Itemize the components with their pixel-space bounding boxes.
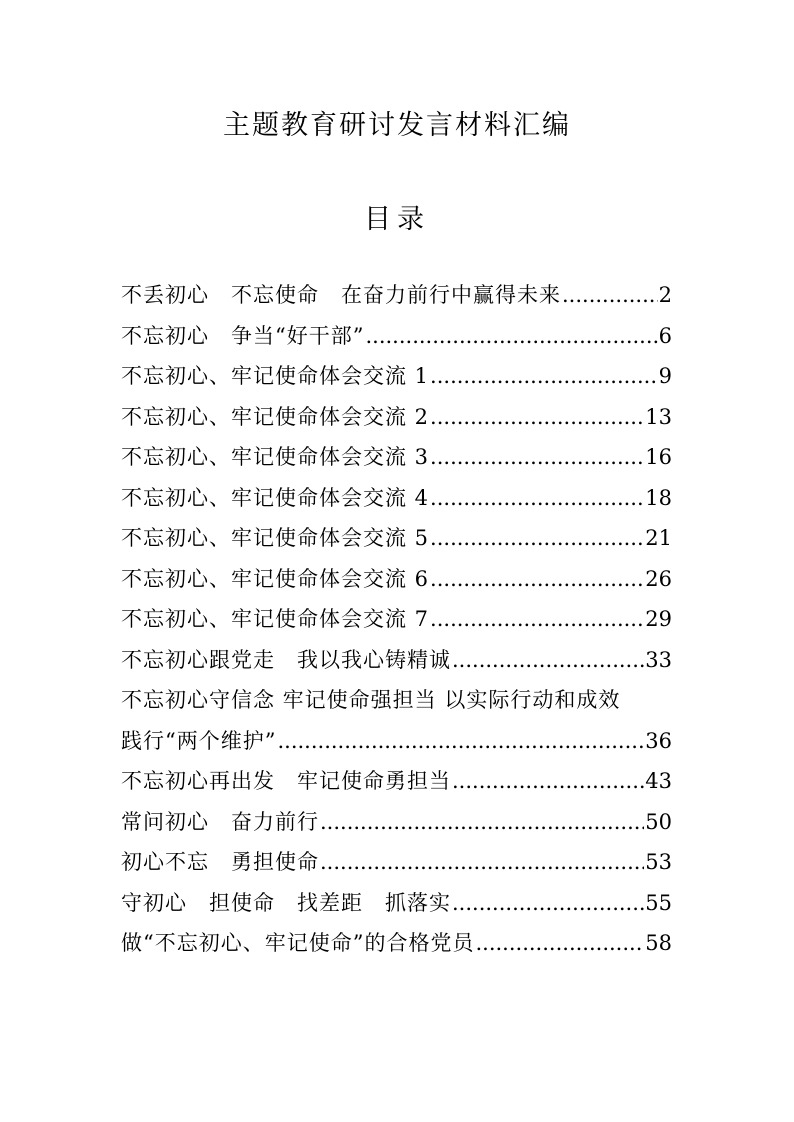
toc-entry-title: 做“不忘初心、牢记使命”的合格党员 xyxy=(121,931,475,955)
toc-entry-second-line xyxy=(121,721,672,762)
toc-leader-dots xyxy=(452,640,644,681)
toc-entry-page: 36 xyxy=(645,728,672,753)
toc-entry-page: 18 xyxy=(645,485,672,510)
toc-entry[interactable] xyxy=(121,842,672,883)
toc-entry-multiline[interactable] xyxy=(121,680,672,761)
toc-entry[interactable] xyxy=(121,316,672,357)
toc-entry-title: 不忘初心、牢记使命体会交流 5 xyxy=(121,526,430,550)
toc-leader-dots xyxy=(277,721,644,762)
toc-leader-dots xyxy=(320,842,644,883)
toc-entry-title: 不忘初心 争当“好干部” xyxy=(121,323,365,348)
toc-entry-page: 43 xyxy=(645,769,672,793)
toc-entry-page: 6 xyxy=(658,323,672,348)
toc-entry-page: 29 xyxy=(645,607,672,631)
document-title: 主题教育研讨发言材料汇编 xyxy=(223,110,571,141)
toc-entry-title: 不忘初心、牢记使命体会交流 1 xyxy=(121,364,430,388)
toc-entry-title: 不丢初心 不忘使命 在奋力前行中赢得未来 xyxy=(121,283,561,307)
toc-leader-dots xyxy=(475,923,644,964)
toc-leader-dots xyxy=(430,599,644,640)
toc-entry[interactable] xyxy=(121,559,672,600)
toc-entry-title: 不忘初心、牢记使命体会交流 7 xyxy=(121,607,430,631)
toc-entry-page: 16 xyxy=(645,445,672,469)
toc-entry[interactable] xyxy=(121,923,672,964)
toc-entry-title: 不忘初心、牢记使命体会交流 6 xyxy=(121,566,430,591)
toc-entry[interactable] xyxy=(121,802,672,843)
toc-entry[interactable] xyxy=(121,437,672,478)
toc-entry-page: 55 xyxy=(645,890,672,915)
toc-leader-dots xyxy=(452,761,644,802)
toc-entry-page: 9 xyxy=(658,364,672,388)
toc-entry-title: 不忘初心再出发 牢记使命勇担当 xyxy=(121,769,451,793)
toc-entry[interactable] xyxy=(121,356,672,397)
toc-entry[interactable] xyxy=(121,640,672,681)
toc-entry-title: 不忘初心跟党走 我以我心铸精诚 xyxy=(121,647,451,672)
toc-entry-title: 常问初心 奋力前行 xyxy=(121,809,319,834)
toc-entry[interactable] xyxy=(121,518,672,559)
toc-leader-dots xyxy=(562,275,658,316)
toc-entry-page: 26 xyxy=(645,566,672,591)
toc-entry-title: 不忘初心、牢记使命体会交流 2 xyxy=(121,404,430,429)
toc-heading: 目录 xyxy=(364,204,430,235)
toc-entry-page: 50 xyxy=(645,809,672,834)
toc-entry-title: 守初心 担使命 找差距 抓落实 xyxy=(121,890,451,915)
toc-leader-dots xyxy=(320,802,644,843)
table-of-contents xyxy=(121,275,672,964)
toc-leader-dots xyxy=(365,316,657,357)
toc-leader-dots xyxy=(452,883,644,924)
toc-entry[interactable] xyxy=(121,275,672,316)
toc-entry[interactable] xyxy=(121,478,672,519)
toc-entry[interactable] xyxy=(121,397,672,438)
toc-leader-dots xyxy=(430,397,644,438)
toc-entry-page: 53 xyxy=(645,850,672,874)
toc-entry-page: 13 xyxy=(645,404,672,429)
toc-entry-title: 不忘初心、牢记使命体会交流 4 xyxy=(121,485,430,510)
toc-entry-title-line1: 不忘初心守信念 牢记使命强担当 以实际行动和成效 xyxy=(121,688,621,712)
toc-entry-page: 58 xyxy=(645,931,672,955)
toc-entry-title: 不忘初心、牢记使命体会交流 3 xyxy=(121,445,430,469)
toc-leader-dots xyxy=(430,518,644,559)
toc-entry-title: 初心不忘 勇担使命 xyxy=(121,850,319,874)
toc-entry[interactable] xyxy=(121,883,672,924)
toc-entry[interactable] xyxy=(121,599,672,640)
toc-entry-page: 21 xyxy=(645,526,672,550)
toc-leader-dots xyxy=(430,478,644,519)
toc-leader-dots xyxy=(430,559,644,600)
toc-entry-title-line2: 践行“两个维护” xyxy=(121,728,277,753)
toc-leader-dots xyxy=(430,437,644,478)
toc-leader-dots xyxy=(430,356,658,397)
toc-entry-page: 2 xyxy=(658,283,672,307)
toc-entry-page: 33 xyxy=(645,647,672,672)
toc-entry[interactable] xyxy=(121,761,672,802)
